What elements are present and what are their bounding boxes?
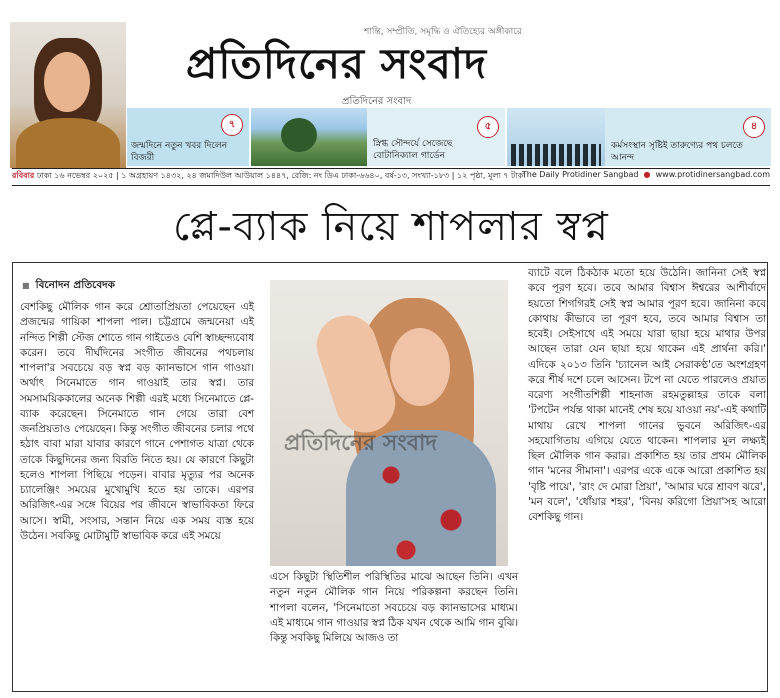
newspaper-small-logo: প্রতিদিনের সংবাদ bbox=[342, 96, 412, 107]
garden-photo bbox=[251, 108, 367, 166]
teaser-text: জন্মদিনে নতুন খবর দিলেন বিজরী bbox=[131, 141, 228, 163]
article-headline: প্লে-ব্যাক নিয়ে শাপলার স্বপ্ন bbox=[172, 204, 609, 250]
issue-day: রবিবার bbox=[12, 171, 35, 180]
website-link[interactable]: www.protidinersangbad.com bbox=[655, 170, 770, 179]
singer-photo bbox=[270, 280, 508, 566]
article-paragraph: ব্যাটে বলে ঠিকঠাক মতো হয়ে উঠেনি। জানিনা সেই স্বপ্ন কবে পূরণ হবে। তবে আমার বিশ্বাস ঈশ্বরের আশীর্বাদে হয়তো শিগগিরই সেই স্বপ্ন আমার পূরণ হবে। জানিনা কবে কোথায় কীভাবে তা পূরণ হবে, তবে আমার বিশ্বাস তা হবেই। সেইসাথে এই সময়ে যারা ছায়া হয়ে মাথার উপর আছেন তারা যেন ছায়া হয়ে থাকেন এই প্রার্থনা করি।' এদিকে ২০১৩ তিনি 'চ্যানেল আই সেরাকণ্ঠ'তে অংশগ্রহণ করে শীর্ষ দশে চলে আসেন। টপে না যেতে পারলেও প্রয়াত বরেণ্য সংগীতশিল্পী শাহনাজ রহমতুল্লাহর তাকে বলা 'টপটেন পর্যন্ত থাকা মানেই শেষ হয়ে যাওয়া নয়'-এই কথাটি মাথায় রেখে শাপলা গানের ভুবনে অরিজিৎ-এর সহযোগিতায় এগিয়ে যেতে থাকেন। শাপলার মূল লক্ষ্যই ছিল মৌলিক গান করার। প্রকাশিত হয় তার প্রথম মৌলিক গান 'মনের সীমানা'। এরপর একে একে আরো প্রকাশিত হয় 'বৃষ্টি পায়ে', 'রাং দে মোরা প্রিয়া', 'আমার ঘরে শ্রাবণ ঝরে', 'মন বলে', 'ধোঁয়ার শহর', 'বিনয় করিগো প্রিয়া'সহ আরো বেশকিছু গান। bbox=[528, 267, 766, 523]
crowd-photo bbox=[507, 108, 605, 166]
article-byline: ■ বিনোদন প্রতিবেদক bbox=[22, 278, 115, 295]
bullet-icon: ● bbox=[641, 170, 654, 179]
article-column-1 bbox=[20, 300, 254, 544]
article-column-2 bbox=[270, 570, 518, 646]
issue-info-bar bbox=[12, 170, 770, 184]
teaser-3[interactable] bbox=[507, 108, 771, 166]
teaser-page-number: ৫ bbox=[477, 116, 499, 138]
divider bbox=[12, 168, 770, 169]
article-paragraph: এসে কিছুটা স্থিতিশীল পরিস্থিতির মাঝে আছেন তিনি। এখন নতুন নতুন মৌলিক গান নিয়ে পরিকল্পনা করছেন তিনি। শাপলা বলেন, 'সিনেমাতো সবচেয়ে বড় ক্যানভাসের মাধ্যম। এই মাধ্যমে গান গাওয়ার স্বপ্ন ঠিক যখন থেকে আমি গান বুঝি। কিন্তু সবকিছু মিলিয়ে আজও তা bbox=[270, 571, 518, 644]
article-column-3 bbox=[528, 266, 766, 525]
teaser-page-number: ৭ bbox=[221, 114, 243, 136]
teaser-page-number: ৪ bbox=[743, 116, 765, 138]
masthead-portrait-photo bbox=[10, 22, 126, 168]
teaser-1[interactable] bbox=[127, 108, 249, 166]
issue-details: ঢাকা ১৬ নভেম্বর ২০২৫ | ১ অগ্রহায়ণ ১৪৩২, ২৪ জমাদিউল আউয়াল ১৪৪৭, রেজি: নং ডিএ ঢাকা-৬৬৪০, বর্ষ-১৩, সংখ্যা-১৮৩ | ১২ পৃষ্ঠা, মূল্য ৭ টাকা bbox=[36, 171, 526, 180]
english-paper-name: The Daily Protidiner Sangbad bbox=[521, 170, 639, 179]
newspaper-title: প্রতিদিনের সংবাদ bbox=[186, 39, 488, 88]
teaser-text: কর্মসংস্থান সৃষ্টিই তারুণ্যের পথ চলতে আনন্দ bbox=[611, 141, 743, 163]
divider bbox=[12, 185, 770, 186]
photo-watermark: প্রতিদিনের সংবাদ bbox=[284, 430, 437, 456]
teaser-text: স্নিগ্ধ সৌন্দর্যে সেজেছে বোটানিক্যাল গার্ডেন bbox=[373, 139, 453, 161]
article-paragraph: বেশকিছু মৌলিক গান করে শ্রোতাপ্রিয়তা পেয়েছেন এই প্রজন্মের গায়িকা শাপলা পাল। চট্টগ্রামে জন্মনেয়া এই নন্দিত শিল্পী স্টেজ শোতে গান গাইতেও বেশি স্বাচ্ছন্দ্যবোধ করেন। তবে দীর্ঘদিনের সংগীত জীবনের পথচলায় শাপলা'র সবচেয়ে বড় স্বপ্ন বড় ক্যানভাসে গান গাওয়া। অর্থাৎ সিনেমাতে গান গাওয়াই তার স্বপ্ন। তার সমসাময়িককালের অনেক শিল্পী এরই মধ্যে সিনেমাতে প্লে-ব্যাক করেছেন। সিনেমাতে গান গেয়ে তারা বেশ জনপ্রিয়তাও পেয়েছেন। কিন্তু সংগীত জীবনের চলার পথে হঠাৎ বাবা মারা যাবার কারণে গানে পেশাগত যাত্রা থেকে তাকে কিছুদিনের জন্য বিরতি নিতে হয়। যে কারণে কিছুটা হলেও শাপলা পিছিয়ে পড়েন। বাবার মৃত্যুর পর অনেক চ্যালেঞ্জিং সময়ের মুখোমুখি হতে হয় তাকে। এরপর অরিজিৎ-এর সঙ্গে বিয়ের পর জীবনে স্বাভাবিকতা ফিরে আসে। স্বামী, সংসার, সন্তান নিয়ে এক সময় ব্যস্ত হয়ে উঠেন। সবকিছু মোটামুটি স্বাভাবিক করে এই সময়ে bbox=[20, 301, 254, 542]
masthead-tagline: শান্তি, সম্প্রীতি, সমৃদ্ধি ও ঐতিহ্যের অঙ্গীকারে bbox=[364, 27, 522, 37]
teaser-2[interactable] bbox=[251, 108, 505, 166]
